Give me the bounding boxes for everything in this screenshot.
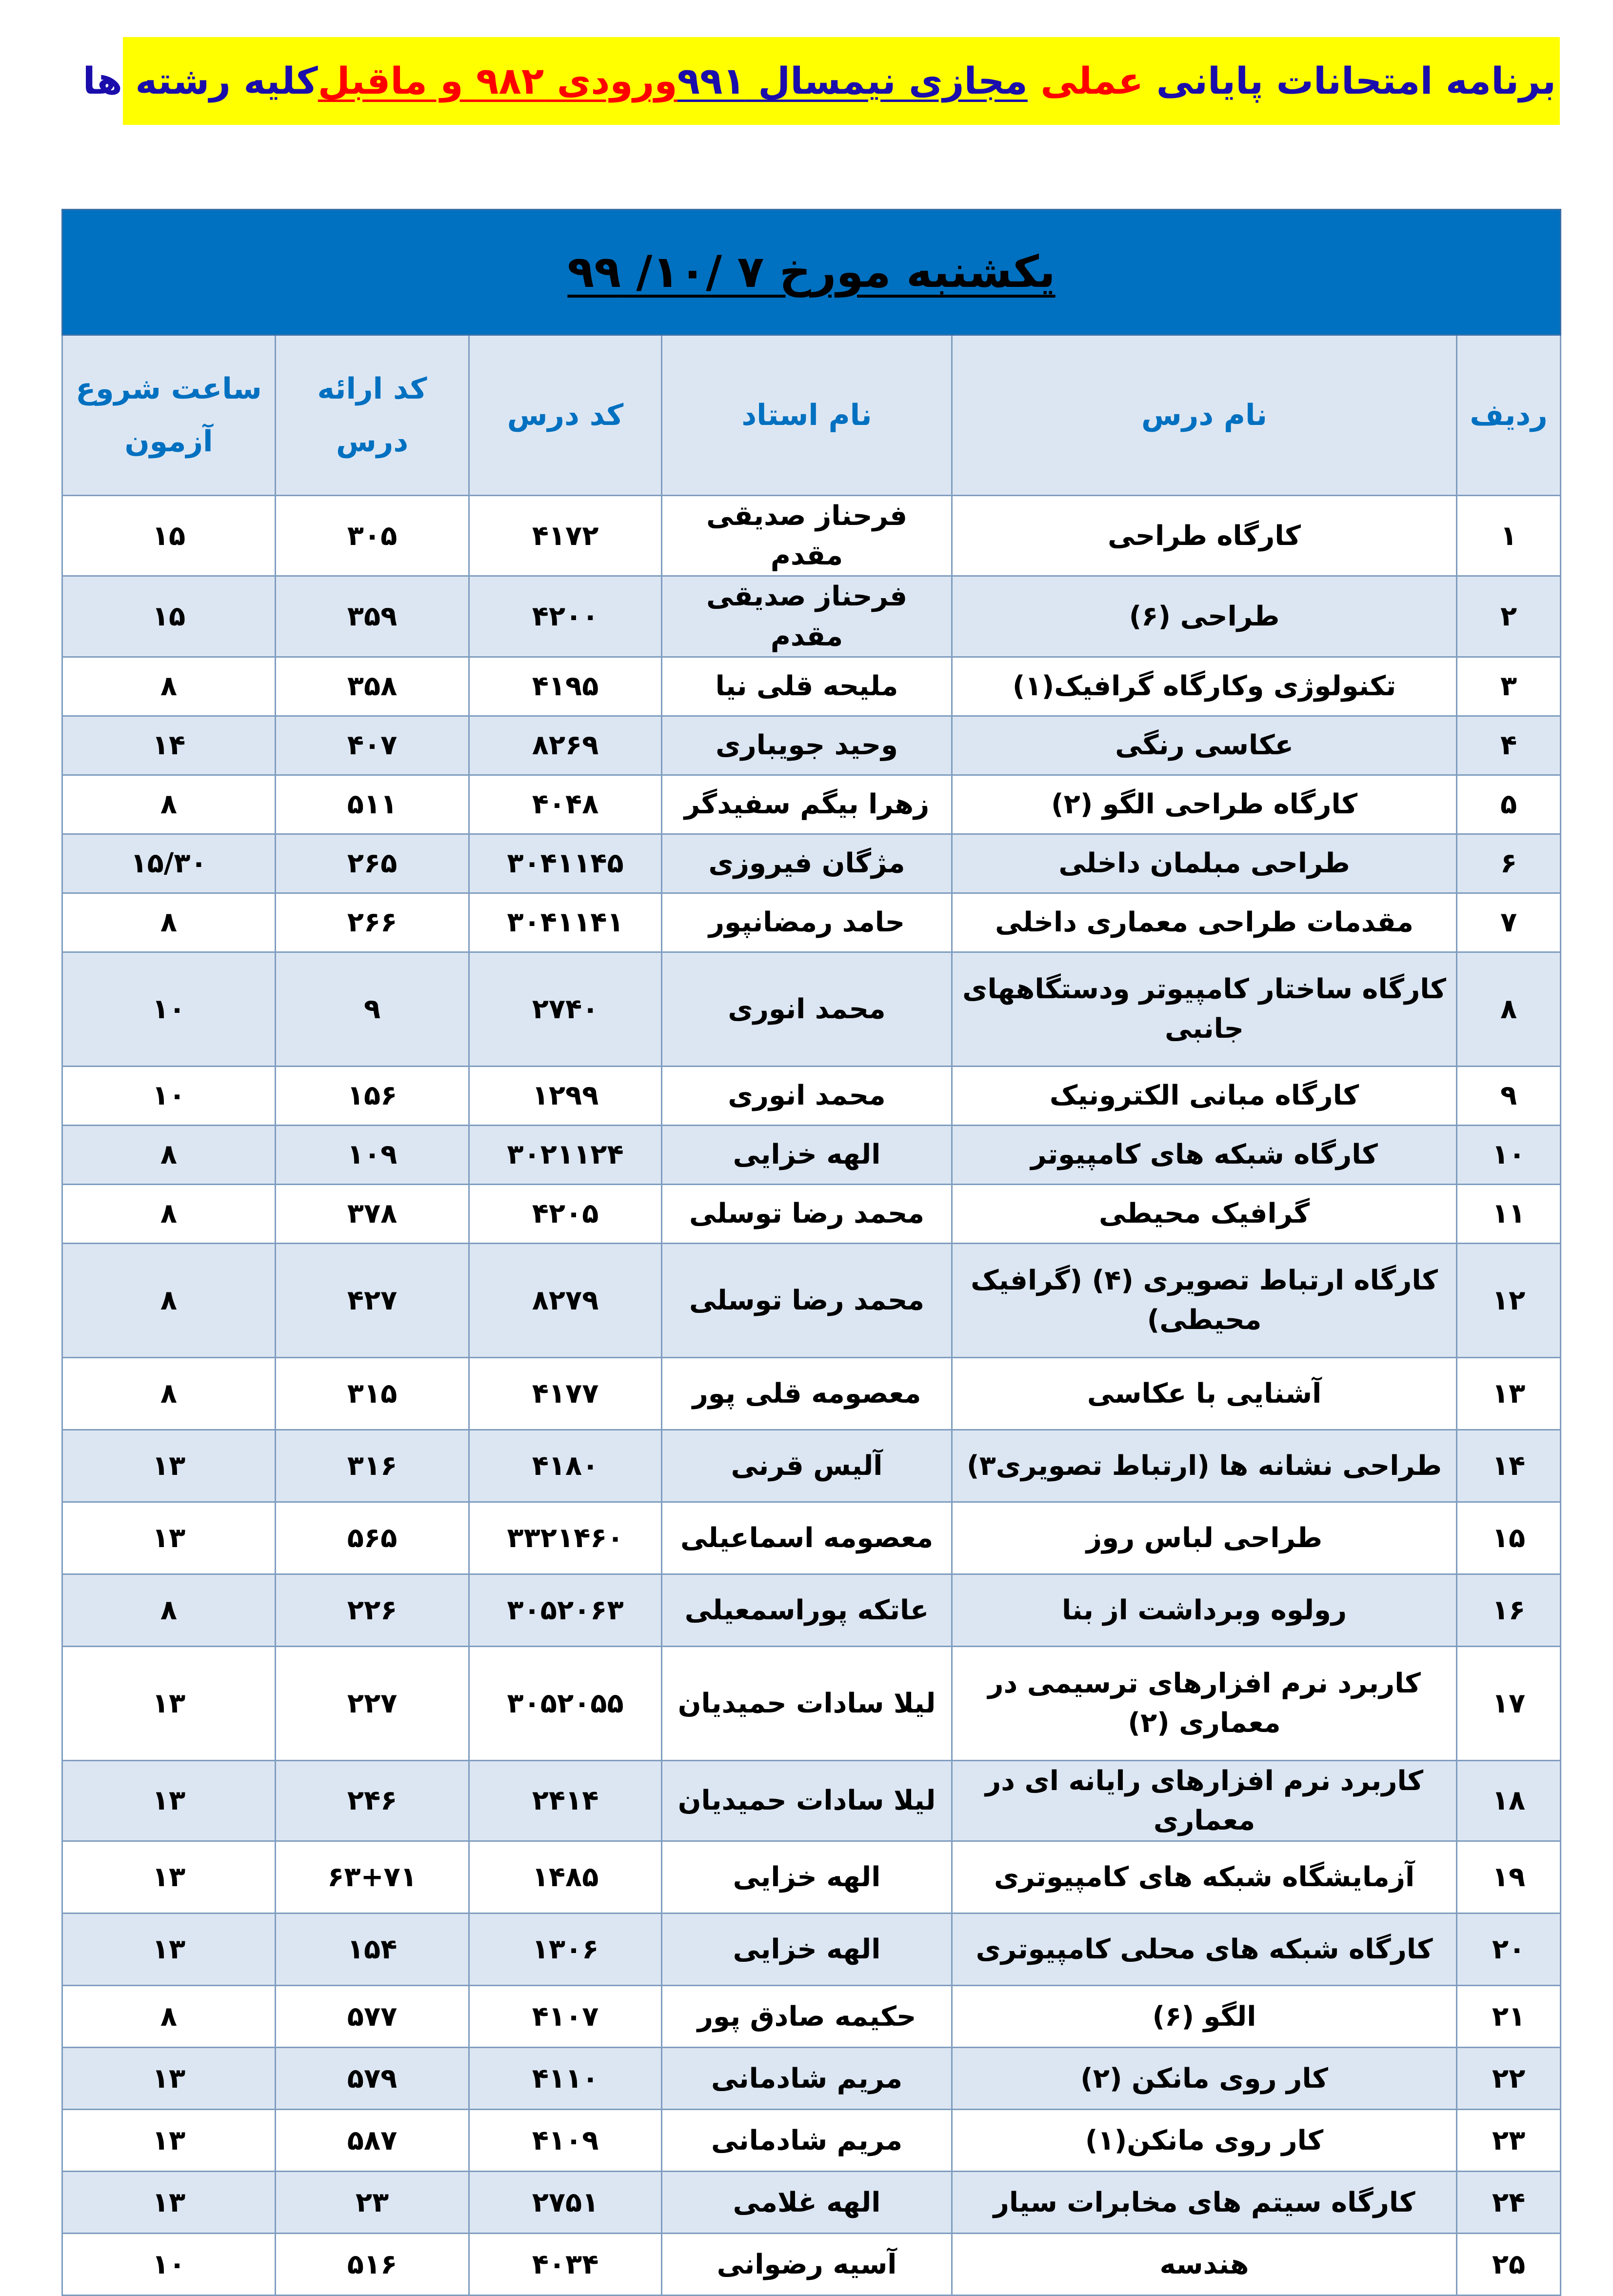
course-code-cell: ۳۳۲۱۴۶۰ [469,1502,662,1574]
title-part-3: مجازی نیمسال ۹۹۱ [677,59,1028,102]
course-name-cell: هندسه [952,2234,1457,2296]
course-name-cell: آزمایشگاه شبکه های کامپیوتری [952,1841,1457,1913]
course-code-cell: ۴۰۳۴ [469,2234,662,2296]
offering-code-cell: ۲۶۵ [276,834,469,893]
start-time-cell: ۱۵ [62,496,276,576]
course-code-cell: ۱۲۹۹ [469,1066,662,1125]
title-part-4: ورودی ۹۸۲ و ماقبل [318,59,677,102]
course-name-cell: کارگاه شبکه های محلی کامپیوتری [952,1913,1457,1986]
start-time-cell: ۸ [62,657,276,716]
instructor-cell: زهرا بیگم سفیدگر [662,775,952,834]
table-row [62,2172,1561,2234]
column-header-start-time: ساعت شروع آزمون [62,335,276,496]
start-time-cell: ۱۰ [62,2234,276,2296]
instructor-cell: آلیس قرنی [662,1430,952,1502]
instructor-cell: محمد انوری [662,952,952,1066]
instructor-cell: مژگان فیروزی [662,834,952,893]
instructor-cell: وحید جویباری [662,716,952,775]
row-number: ۱۱ [1457,1184,1561,1243]
course-name-cell: کاربرد نرم افزارهای رایانه ای در معماری [952,1760,1457,1841]
title-part-5: کلیه رشته ها [82,59,318,102]
offering-code-cell: ۹ [276,952,469,1066]
course-name-cell: آشنایی با عکاسی [952,1357,1457,1430]
table-row [62,2234,1561,2296]
course-code-cell: ۳۰۴۱۱۴۵ [469,834,662,893]
start-time-cell: ۸ [62,775,276,834]
course-code-cell: ۳۰۵۲۰۵۵ [469,1646,662,1760]
start-time-cell: ۱۵/۳۰ [62,834,276,893]
row-number: ۳ [1457,657,1561,716]
course-code-cell: ۱۴۸۵ [469,1841,662,1913]
course-code-cell: ۴۲۰۵ [469,1184,662,1243]
course-code-cell: ۴۰۴۸ [469,775,662,834]
course-name-cell: طراحی لباس روز [952,1502,1457,1574]
table-row [62,1646,1561,1760]
course-name-cell: کارگاه شبکه های کامپیوتر [952,1125,1457,1184]
row-number: ۲۴ [1457,2172,1561,2234]
course-name-cell: گرافیک محیطی [952,1184,1457,1243]
instructor-cell: محمد رضا توسلی [662,1243,952,1357]
row-number: ۱۸ [1457,1760,1561,1841]
row-number: ۲۲ [1457,2048,1561,2110]
table-row [62,893,1561,952]
title-part-2: عملی [1040,59,1144,102]
course-code-cell: ۸۲۷۹ [469,1243,662,1357]
course-code-cell: ۲۷۵۱ [469,2172,662,2234]
instructor-cell: ملیحه قلی نیا [662,657,952,716]
row-number: ۲۵ [1457,2234,1561,2296]
date-header [62,210,1561,335]
column-header-row-number: ردیف [1457,335,1561,496]
offering-code-cell: ۳۱۵ [276,1357,469,1430]
offering-code-cell: ۲۶۶ [276,893,469,952]
table-row [62,657,1561,716]
course-name-cell: کارگاه طراحی الگو (۲) [952,775,1457,834]
table-row [62,1913,1561,1986]
row-number: ۱۴ [1457,1430,1561,1502]
column-header-offering-code: کد ارائه درس [276,335,469,496]
table-row [62,716,1561,775]
offering-code-cell: ۶۳+۷۱ [276,1841,469,1913]
row-number: ۲۱ [1457,1986,1561,2048]
column-header-instructor: نام استاد [662,335,952,496]
course-code-cell: ۱۳۰۶ [469,1913,662,1986]
column-header-course-name: نام درس [952,335,1457,496]
course-name-cell: الگو (۶) [952,1986,1457,2048]
offering-code-cell: ۳۵۸ [276,657,469,716]
row-number: ۷ [1457,893,1561,952]
instructor-cell: حکیمه صادق پور [662,1986,952,2048]
row-number: ۱۳ [1457,1357,1561,1430]
course-name-cell: کارگاه ارتباط تصویری (۴) (گرافیک محیطی) [952,1243,1457,1357]
start-time-cell: ۸ [62,1184,276,1243]
row-number: ۱ [1457,496,1561,576]
course-name-cell: طراحی نشانه ها (ارتباط تصویری۳) [952,1430,1457,1502]
table-row [62,952,1561,1066]
date-header-row [62,210,1561,335]
table-row [62,2110,1561,2172]
instructor-cell: لیلا سادات حمیدیان [662,1646,952,1760]
row-number: ۱۰ [1457,1125,1561,1184]
exam-schedule-table [61,209,1561,2296]
start-time-cell: ۱۳ [62,2172,276,2234]
table-row [62,1760,1561,1841]
course-name-cell: عکاسی رنگی [952,716,1457,775]
instructor-cell: آسیه رضوانی [662,2234,952,2296]
column-header-row [62,335,1561,496]
offering-code-cell: ۳۱۶ [276,1430,469,1502]
row-number: ۹ [1457,1066,1561,1125]
course-code-cell: ۴۱۹۵ [469,657,662,716]
start-time-cell: ۱۳ [62,2048,276,2110]
offering-code-cell: ۵۱۶ [276,2234,469,2296]
course-name-cell: کاربرد نرم افزارهای ترسیمی در معماری (۲) [952,1646,1457,1760]
offering-code-cell: ۳۷۸ [276,1184,469,1243]
instructor-cell: فرحناز صدیقی مقدم [662,496,952,576]
course-name-cell: کارگاه ساختار کامپیوتر ودستگاههای جانبی [952,952,1457,1066]
instructor-cell: الهه خزایی [662,1125,952,1184]
row-number: ۵ [1457,775,1561,834]
start-time-cell: ۱۰ [62,952,276,1066]
row-number: ۲ [1457,576,1561,657]
instructor-cell: لیلا سادات حمیدیان [662,1760,952,1841]
instructor-cell: محمد رضا توسلی [662,1184,952,1243]
start-time-cell: ۱۳ [62,1760,276,1841]
course-code-cell: ۳۰۵۲۰۶۳ [469,1574,662,1646]
offering-code-cell: ۵۱۱ [276,775,469,834]
start-time-cell: ۱۳ [62,1646,276,1760]
table-row [62,1184,1561,1243]
course-code-cell: ۲۴۱۴ [469,1760,662,1841]
offering-code-cell: ۲۴۶ [276,1760,469,1841]
instructor-cell: معصومه اسماعیلی [662,1502,952,1574]
instructor-cell: الهه خزایی [662,1913,952,1986]
instructor-cell: مریم شادمانی [662,2048,952,2110]
course-name-cell: کارگاه طراحی [952,496,1457,576]
page-title [82,37,1560,125]
course-code-cell: ۴۱۸۰ [469,1430,662,1502]
instructor-cell: معصومه قلی پور [662,1357,952,1430]
table-row [62,834,1561,893]
course-name-cell: کار روی مانکن (۲) [952,2048,1457,2110]
course-code-cell: ۳۰۲۱۱۲۴ [469,1125,662,1184]
instructor-cell: فرحناز صدیقی مقدم [662,576,952,657]
instructor-cell: حامد رمضانپور [662,893,952,952]
course-code-cell: ۴۱۰۷ [469,1986,662,2048]
course-code-cell: ۲۷۴۰ [469,952,662,1066]
column-header-course-code: کد درس [469,335,662,496]
table-row [62,1430,1561,1502]
course-name-cell: کارگاه مبانی الکترونیک [952,1066,1457,1125]
offering-code-cell: ۵۶۵ [276,1502,469,1574]
start-time-cell: ۱۳ [62,1430,276,1502]
table-row [62,2048,1561,2110]
offering-code-cell: ۱۵۶ [276,1066,469,1125]
course-code-cell: ۸۲۶۹ [469,716,662,775]
start-time-cell: ۱۵ [62,576,276,657]
row-number: ۲۳ [1457,2110,1561,2172]
table-row [62,1841,1561,1913]
course-name-cell: تکنولوژی وکارگاه گرافیک(۱) [952,657,1457,716]
row-number: ۸ [1457,952,1561,1066]
instructor-cell: محمد انوری [662,1066,952,1125]
start-time-cell: ۱۳ [62,1502,276,1574]
date-header-text: یکشنبه مورخ ۷ /۱۰/ ۹۹ [567,246,1055,298]
table-row [62,1125,1561,1184]
table-row [62,496,1561,576]
course-code-cell: ۴۱۷۲ [469,496,662,576]
start-time-cell: ۸ [62,1125,276,1184]
instructor-cell: الهه خزایی [662,1841,952,1913]
offering-code-cell: ۲۲۶ [276,1574,469,1646]
table-row [62,1986,1561,2048]
instructor-cell: الهه غلامی [662,2172,952,2234]
course-code-cell: ۴۱۷۷ [469,1357,662,1430]
start-time-cell: ۸ [62,1357,276,1430]
table-row [62,1243,1561,1357]
table-row [62,1574,1561,1646]
start-time-cell: ۸ [62,1574,276,1646]
start-time-cell: ۱۰ [62,1066,276,1125]
offering-code-cell: ۲۳ [276,2172,469,2234]
course-name-cell: رولوه وبرداشت از بنا [952,1574,1457,1646]
course-name-cell: کارگاه سیتم های مخابرات سیار [952,2172,1457,2234]
course-name-cell: طراحی (۶) [952,576,1457,657]
offering-code-cell: ۴۰۷ [276,716,469,775]
title-part-1: برنامه امتحانات پایانی [1156,59,1556,102]
table-row [62,1357,1561,1430]
offering-code-cell: ۱۵۴ [276,1913,469,1986]
start-time-cell: ۱۴ [62,716,276,775]
row-number: ۴ [1457,716,1561,775]
table-row [62,576,1561,657]
course-code-cell: ۳۰۴۱۱۴۱ [469,893,662,952]
course-name-cell: طراحی مبلمان داخلی [952,834,1457,893]
row-number: ۱۶ [1457,1574,1561,1646]
offering-code-cell: ۵۷۷ [276,1986,469,2048]
offering-code-cell: ۱۰۹ [276,1125,469,1184]
start-time-cell: ۱۳ [62,1841,276,1913]
instructor-cell: عاتکه پوراسمعیلی [662,1574,952,1646]
course-code-cell: ۴۱۰۹ [469,2110,662,2172]
start-time-cell: ۱۳ [62,2110,276,2172]
start-time-cell: ۸ [62,1243,276,1357]
table-body [62,496,1561,2296]
table-row [62,1502,1561,1574]
instructor-cell: مریم شادمانی [662,2110,952,2172]
table-row [62,1066,1561,1125]
row-number: ۱۷ [1457,1646,1561,1760]
course-name-cell: کار روی مانکن(۱) [952,2110,1457,2172]
row-number: ۱۵ [1457,1502,1561,1574]
row-number: ۶ [1457,834,1561,893]
offering-code-cell: ۲۲۷ [276,1646,469,1760]
start-time-cell: ۸ [62,893,276,952]
start-time-cell: ۸ [62,1986,276,2048]
table-row [62,775,1561,834]
course-name-cell: مقدمات طراحی معماری داخلی [952,893,1457,952]
offering-code-cell: ۵۸۷ [276,2110,469,2172]
offering-code-cell: ۳۰۵ [276,496,469,576]
row-number: ۱۹ [1457,1841,1561,1913]
offering-code-cell: ۳۵۹ [276,576,469,657]
course-code-cell: ۴۱۱۰ [469,2048,662,2110]
offering-code-cell: ۵۷۹ [276,2048,469,2110]
course-code-cell: ۴۲۰۰ [469,576,662,657]
start-time-cell: ۱۳ [62,1913,276,1986]
offering-code-cell: ۴۲۷ [276,1243,469,1357]
row-number: ۲۰ [1457,1913,1561,1986]
row-number: ۱۲ [1457,1243,1561,1357]
